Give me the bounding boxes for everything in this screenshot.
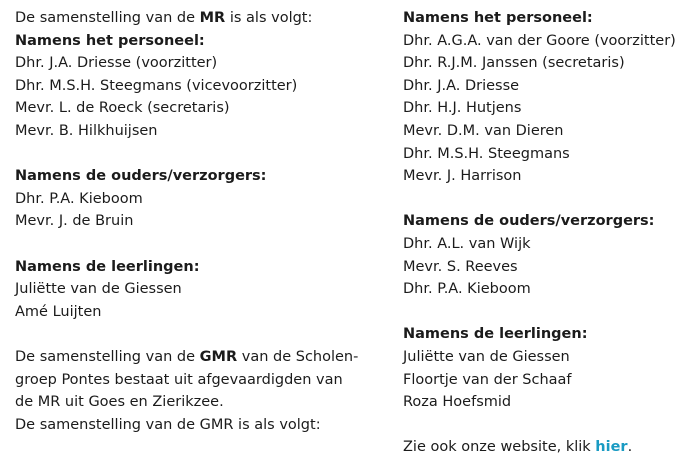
list-item: Mevr. J. de Bruin: [15, 213, 134, 230]
right-column: [403, 7, 693, 459]
spacer: [403, 188, 693, 211]
list-item: Dhr. A.L. van Wijk: [403, 235, 531, 252]
list-item: Mevr. D.M. van Dieren: [403, 122, 564, 139]
list-item: Dhr. J.A. Driesse (voorzitter): [15, 55, 218, 72]
mr-intro: De samenstelling van de MR is als volgt:: [15, 10, 313, 26]
website-link[interactable]: hier: [595, 439, 628, 456]
gmr-abbr: GMR: [199, 348, 238, 365]
right-personeel-heading: Namens het personeel:: [403, 10, 593, 26]
list-item: Dhr. H.J. Hutjens: [403, 100, 522, 117]
left-ouders-heading: Namens de ouders/verzorgers:: [15, 168, 267, 185]
list-item: Juliëtte van de Giessen: [15, 281, 182, 298]
list-item: Dhr. A.G.A. van der Goore (voorzitter): [403, 32, 676, 49]
list-item: Dhr. P.A. Kieboom: [403, 281, 531, 298]
list-item: Dhr. P.A. Kieboom: [15, 190, 143, 207]
right-leerlingen-heading: Namens de leerlingen:: [403, 326, 588, 343]
spacer: [15, 143, 385, 166]
list-item: Dhr. J.A. Driesse: [403, 77, 520, 94]
spacer: [403, 301, 693, 324]
left-column: [15, 7, 385, 436]
right-ouders-heading: Namens de ouders/verzorgers:: [403, 213, 655, 230]
list-item: Mevr. S. Reeves: [403, 258, 518, 275]
gmr-paragraph-line: De samenstelling van de GMR van de Scholen-: [15, 348, 359, 365]
list-item: Mevr. B. Hilkhuijsen: [15, 122, 158, 139]
list-item: Dhr. R.J.M. Janssen (secretaris): [403, 55, 625, 72]
gmr-paragraph-line: groep Pontes bestaat uit afgevaardigden van: [15, 371, 343, 388]
left-leerlingen-heading: Namens de leerlingen:: [15, 258, 200, 275]
list-item: Roza Hoefsmid: [403, 394, 512, 411]
gmr-paragraph-line: De samenstelling van de GMR is als volgt:: [15, 416, 321, 433]
spacer: [15, 233, 385, 256]
mr-abbr: MR: [199, 10, 226, 26]
list-item: Dhr. M.S.H. Steegmans: [403, 145, 570, 162]
list-item: Mevr. J. Harrison: [403, 168, 522, 185]
left-personeel-heading: Namens het personeel:: [15, 32, 205, 49]
website-line: Zie ook onze website, klik hier.: [403, 439, 633, 456]
list-item: Floortje van der Schaaf: [403, 371, 572, 388]
list-item: Amé Luijten: [15, 303, 102, 320]
gmr-paragraph-line: de MR uit Goes en Zierikzee.: [15, 394, 224, 411]
spacer: [403, 414, 693, 437]
list-item: Dhr. M.S.H. Steegmans (vicevoorzitter): [15, 77, 298, 94]
spacer: [15, 323, 385, 346]
list-item: Mevr. L. de Roeck (secretaris): [15, 100, 230, 117]
list-item: Juliëtte van de Giessen: [403, 348, 570, 365]
